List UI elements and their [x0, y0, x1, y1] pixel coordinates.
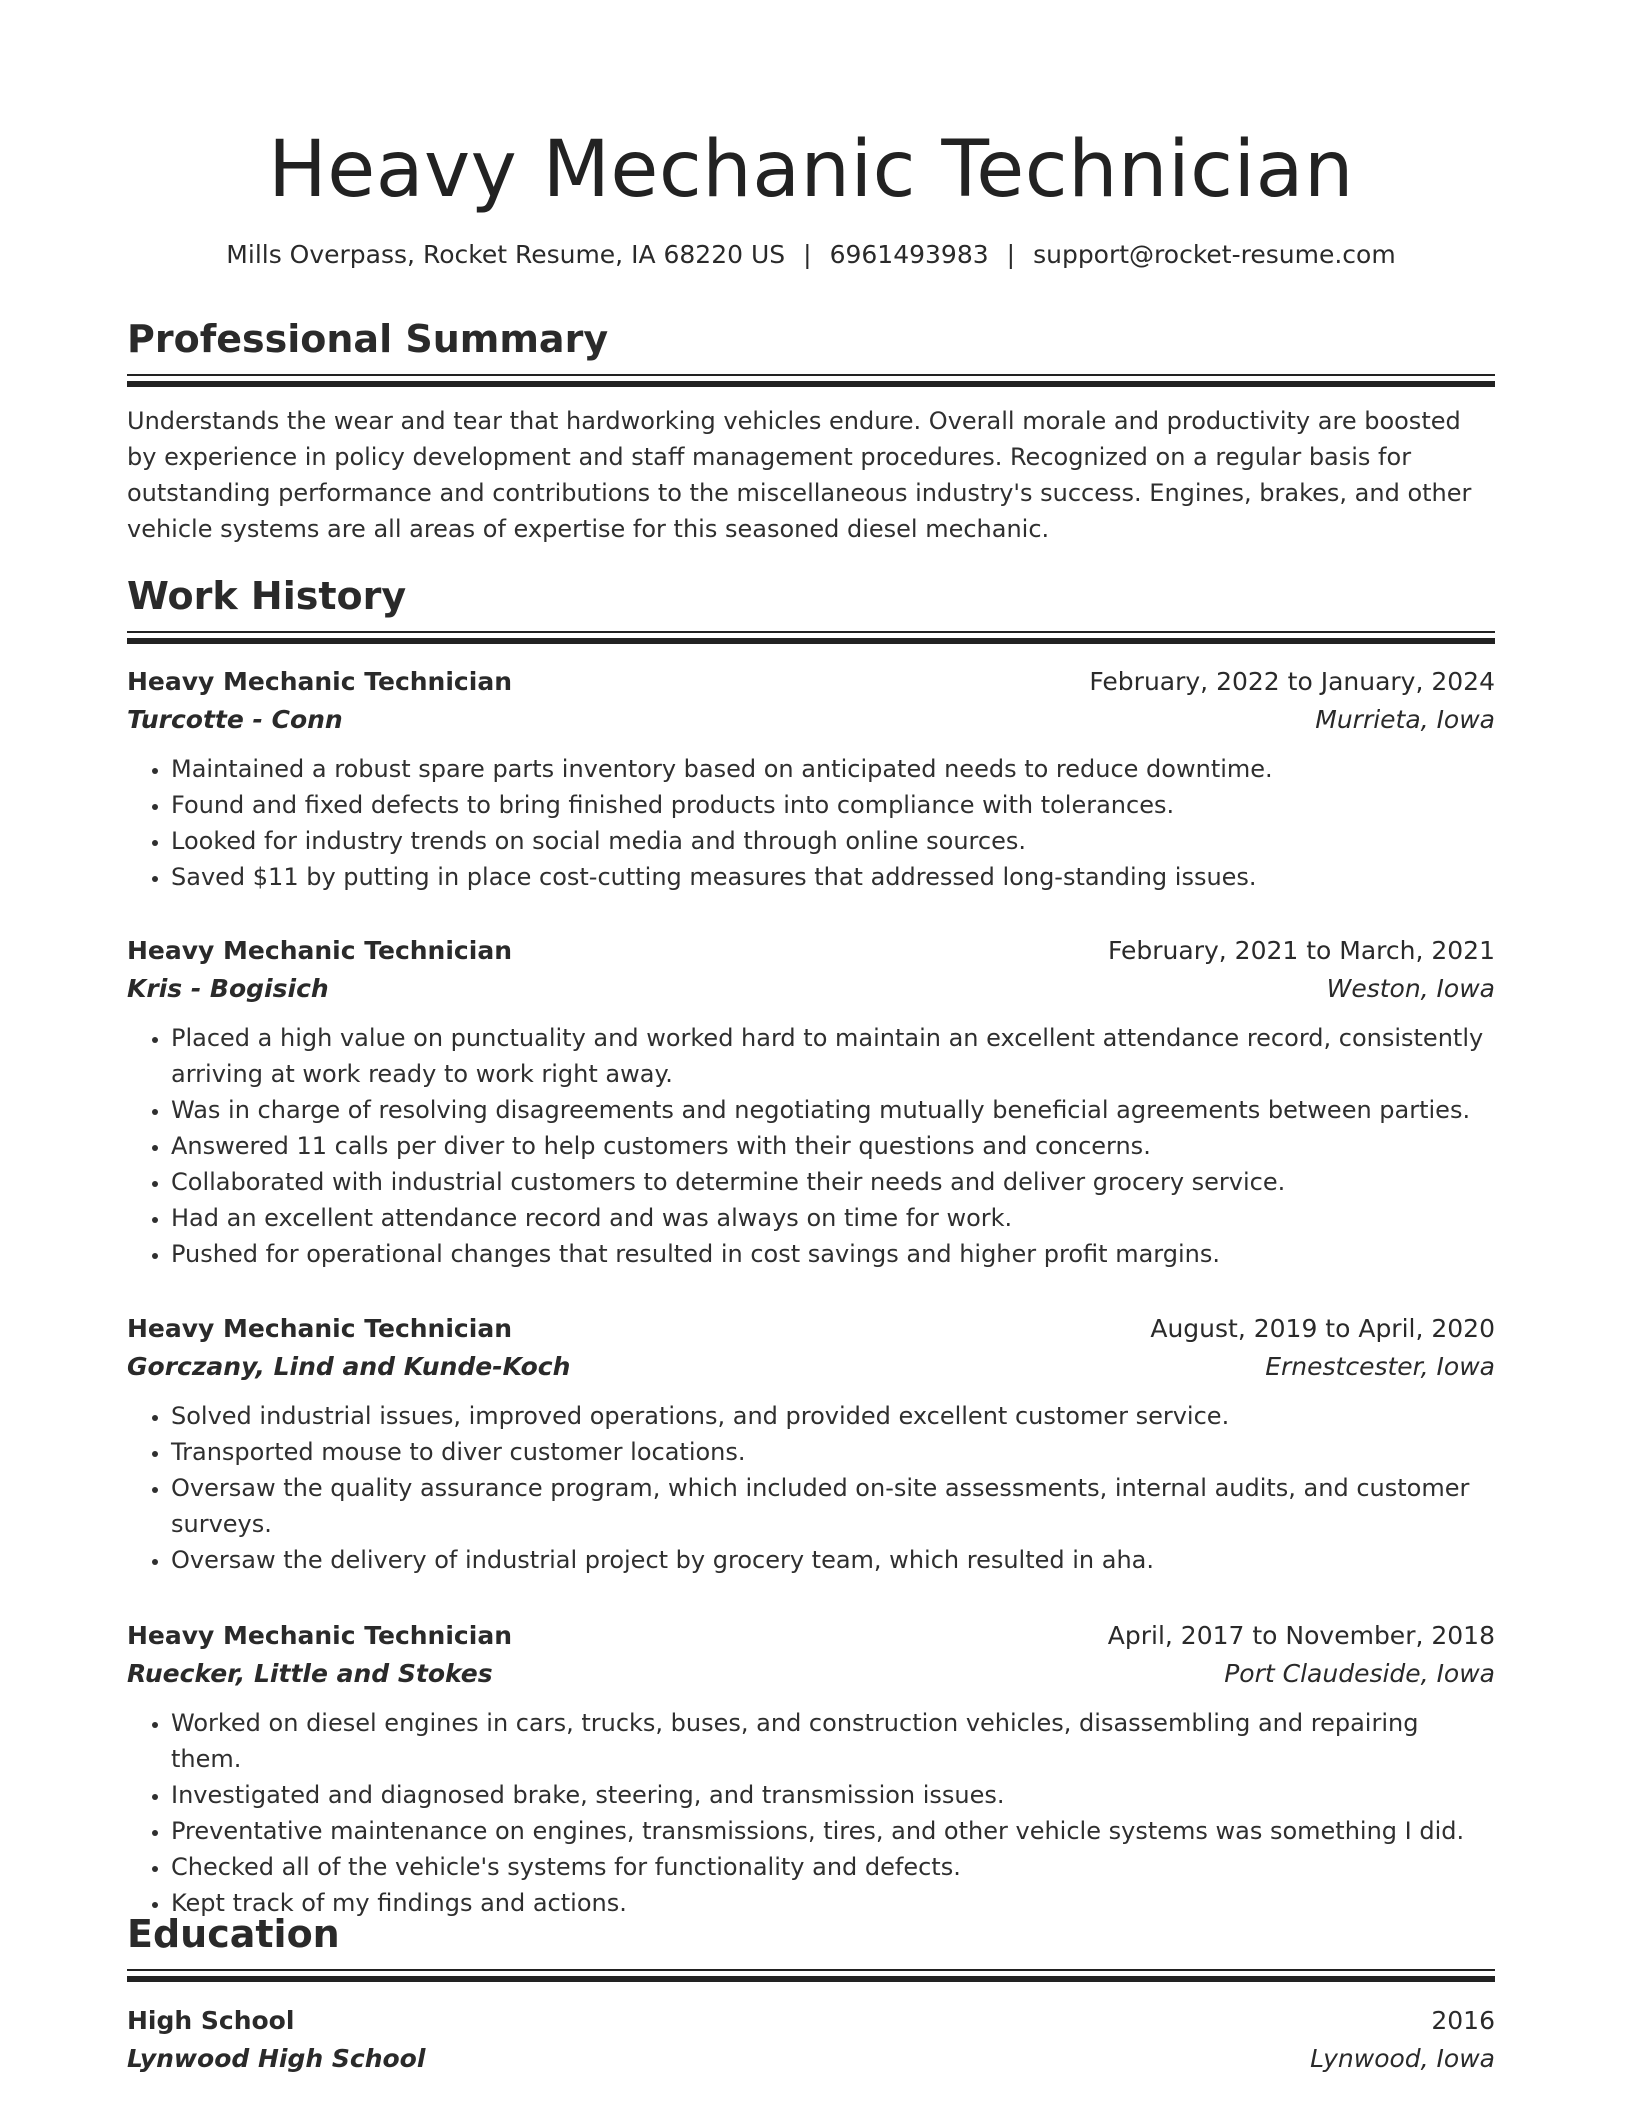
work-history-section	[127, 573, 1495, 644]
job-bullet: • Pushed for operational changes that resulted in cost savings and higher profit margins.	[171, 1236, 1495, 1272]
job-dates: April, 2017 to November, 2018	[1107, 1621, 1495, 1650]
job-entry	[127, 932, 1495, 1272]
job-bullet: • Maintained a robust spare parts inventory based on anticipated needs to reduce downtime.	[171, 751, 1495, 787]
job-title: Heavy Mechanic Technician	[127, 1314, 512, 1343]
job-bullet: • Looked for industry trends on social media and through online sources.	[171, 823, 1495, 859]
job-bullets	[127, 751, 1495, 895]
job-bullet: • Had an excellent attendance record and was always on time for work.	[171, 1200, 1495, 1236]
education-section	[127, 1911, 1495, 1982]
job-dates: February, 2021 to March, 2021	[1107, 936, 1495, 965]
section-divider	[127, 631, 1495, 644]
education-school: Lynwood High School	[127, 2044, 426, 2073]
resume-title: Heavy Mechanic Technician	[268, 125, 1354, 215]
contact-separator: |	[803, 240, 812, 269]
job-bullet: • Checked all of the vehicle's systems for functionality and defects.	[171, 1849, 1495, 1885]
job-company: Gorczany, Lind and Kunde-Koch	[127, 1352, 571, 1381]
education-heading: Education	[127, 1912, 340, 1956]
education-entry	[127, 2002, 1495, 2078]
job-dates: August, 2019 to April, 2020	[1150, 1314, 1495, 1343]
job-title: Heavy Mechanic Technician	[127, 667, 512, 696]
summary-heading: Professional Summary	[127, 317, 609, 361]
job-bullet: • Collaborated with industrial customers to determine their needs and deliver grocery service.	[171, 1164, 1495, 1200]
job-bullet: • Was in charge of resolving disagreements and negotiating mutually beneficial agreements between parties.	[171, 1092, 1495, 1128]
job-bullet: • Oversaw the delivery of industrial project by grocery team, which resulted in aha.	[171, 1542, 1495, 1578]
contact-address: Mills Overpass, Rocket Resume, IA 68220 US	[226, 240, 786, 269]
job-dates: February, 2022 to January, 2024	[1089, 667, 1495, 696]
contact-separator: |	[1006, 240, 1016, 269]
job-company: Turcotte - Conn	[127, 705, 343, 734]
job-location: Port Claudeside, Iowa	[1224, 1659, 1495, 1688]
work-history-heading: Work History	[127, 574, 407, 618]
job-bullet: • Preventative maintenance on engines, transmissions, tires, and other vehicle systems was something I did.	[171, 1813, 1495, 1849]
job-bullet: • Oversaw the quality assurance program, which included on-site assessments, internal audits, and customer surveys.	[171, 1470, 1495, 1542]
job-bullets	[127, 1705, 1495, 1921]
education-year: 2016	[1431, 2006, 1495, 2035]
contact-phone[interactable]: 6961493983	[829, 240, 989, 269]
job-entry	[127, 1310, 1495, 1578]
job-location: Murrieta, Iowa	[1315, 705, 1495, 734]
job-title: Heavy Mechanic Technician	[127, 1621, 512, 1650]
job-bullet: • Investigated and diagnosed brake, steering, and transmission issues.	[171, 1777, 1495, 1813]
job-company: Ruecker, Little and Stokes	[127, 1659, 493, 1688]
job-bullet: • Placed a high value on punctuality and worked hard to maintain an excellent attendance record, consistently arriving at work ready to work right away.	[171, 1020, 1495, 1092]
summary-section	[127, 316, 1495, 547]
job-bullets	[127, 1020, 1495, 1272]
education-location: Lynwood, Iowa	[1310, 2044, 1495, 2073]
job-entry	[127, 1617, 1495, 1921]
job-bullets	[127, 1398, 1495, 1578]
education-degree: High School	[127, 2006, 295, 2035]
contact-line	[127, 238, 1495, 272]
job-bullet: • Transported mouse to diver customer locations.	[171, 1434, 1495, 1470]
job-bullet: • Solved industrial issues, improved operations, and provided excellent customer service.	[171, 1398, 1495, 1434]
job-entry	[127, 663, 1495, 895]
section-divider	[127, 374, 1495, 387]
job-bullet: • Worked on diesel engines in cars, trucks, buses, and construction vehicles, disassembling and repairing them.	[171, 1705, 1495, 1777]
job-location: Ernestcester, Iowa	[1265, 1352, 1495, 1381]
job-company: Kris - Bogisich	[127, 974, 329, 1003]
job-bullet: • Answered 11 calls per diver to help customers with their questions and concerns.	[171, 1128, 1495, 1164]
job-bullet: • Saved $11 by putting in place cost-cutting measures that addressed long-standing issues.	[171, 859, 1495, 895]
job-bullet: • Found and fixed defects to bring finished products into compliance with tolerances.	[171, 787, 1495, 823]
job-title: Heavy Mechanic Technician	[127, 936, 512, 965]
job-bullet: • Kept track of my findings and actions.	[171, 1885, 1495, 1921]
contact-email[interactable]: support@rocket-resume.com	[1033, 240, 1396, 269]
section-divider	[127, 1969, 1495, 1982]
summary-text: Understands the wear and tear that hardworking vehicles endure. Overall morale and productivity are boosted by experience in policy development and staff management procedures. Recognized on a regular basis for outstanding performance and contributions to the miscellaneous industry's success. Engines, brakes, and other vehicle systems are all areas of expertise for this seasoned diesel mechanic.	[127, 407, 1472, 543]
job-location: Weston, Iowa	[1326, 974, 1495, 1003]
